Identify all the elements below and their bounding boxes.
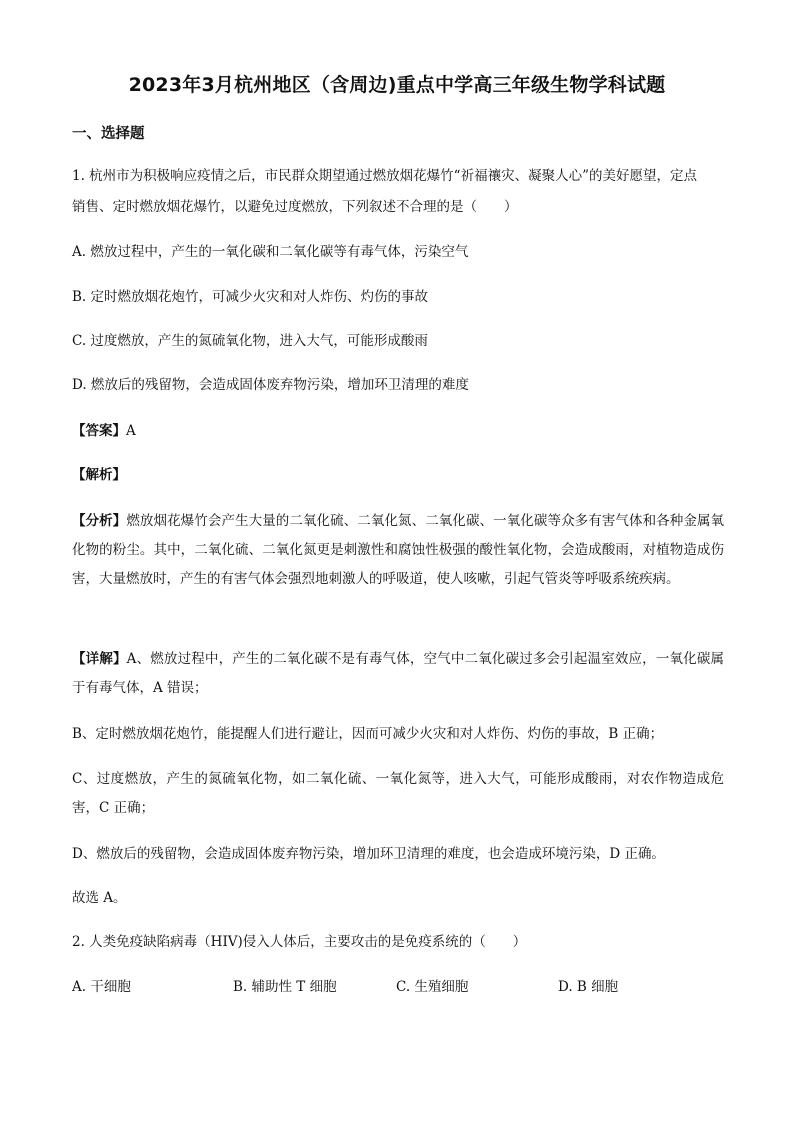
q2-option-a: A. 干细胞: [72, 979, 131, 995]
q1-xiangjie-c: C、过度燃放，产生的氮硫氧化物，如二氧化硫、一氧化氮等，进入大气，可能形成酸雨，对农作物造成危害，C 正确；: [72, 771, 724, 816]
answer-label: 【答案】: [72, 423, 126, 439]
q1-xiangjie-a: [72, 645, 724, 703]
q1-option-b: B. 定时燃放烟花炮竹，可减少火灾和对人炸伤、灼伤的事故: [72, 289, 429, 305]
fenxi-text: 燃放烟花爆竹会产生大量的二氧化硫、二氧化氮、二氧化碳、一氧化碳等众多有害气体和各种金属氧化物的粉尘。其中，二氧化硫、二氧化氮更是刺激性和腐蚀性极强的酸性氧化物，会造成酸雨，对植物造成伤害，大量燃放时，产生的有害气体会强烈地刺激人的呼吸道，使人咳嗽，引起气管炎等呼吸系统疾病。: [72, 513, 725, 587]
answer-value: A: [126, 423, 136, 439]
q1-xiangjie-d: D、燃放后的残留物，会造成固体废弃物污染，增加环卫清理的难度，也会造成环境污染，D 正确。: [72, 846, 665, 862]
q2-option-c: C. 生殖细胞: [396, 979, 469, 995]
q1-option-c: C. 过度燃放，产生的氮硫氧化物，进入大气，可能形成酸雨: [72, 333, 428, 349]
q2-stem: 2. 人类免疫缺陷病毒（HIV)侵入人体后，主要攻击的是免疫系统的（ ）: [72, 934, 527, 950]
q1-xiangjie-b: B、定时燃放烟花炮竹，能提醒人们进行避让，因而可减少火灾和对人炸伤、灼伤的事故，B 正确；: [72, 726, 664, 742]
section-heading: 一、选择题: [72, 126, 145, 142]
q1-fenxi-paragraph: [72, 507, 724, 594]
xiangjie-a-text: A、燃放过程中，产生的二氧化碳不是有毒气体，空气中二氧化碳过多会引起温室效应，一氧化碳属于有毒气体，A 错误；: [72, 651, 725, 696]
q1-conclusion: 故选 A。: [72, 890, 127, 906]
q1-option-a: A. 燃放过程中，产生的一氧化碳和二氧化碳等有毒气体，污染空气: [72, 244, 469, 260]
analysis-label: 【解析】: [72, 467, 126, 483]
q1-stem-line1: 1. 杭州市为积极响应疫情之后，市民群众期望通过燃放烟花爆竹“祈福禳灾、凝聚人心”的美好愿望，定点: [72, 168, 697, 184]
xiangjie-label: 【详解】: [72, 651, 127, 667]
q1-stem-line2: 销售、定时燃放烟花爆竹，以避免过度燃放，下列叙述不合理的是（ ）: [72, 199, 518, 215]
q1-answer: [72, 417, 724, 445]
q1-analysis-heading: [72, 461, 724, 489]
q2-option-b: B. 辅助性 T 细胞: [233, 979, 337, 995]
fenxi-label: 【分析】: [72, 513, 127, 529]
q2-option-d: D. B 细胞: [558, 979, 619, 995]
page-title: 2023年3月杭州地区（含周边)重点中学高三年级生物学科试题: [128, 74, 666, 96]
q1-option-d: D. 燃放后的残留物，会造成固体废弃物污染，增加环卫清理的难度: [72, 377, 469, 393]
